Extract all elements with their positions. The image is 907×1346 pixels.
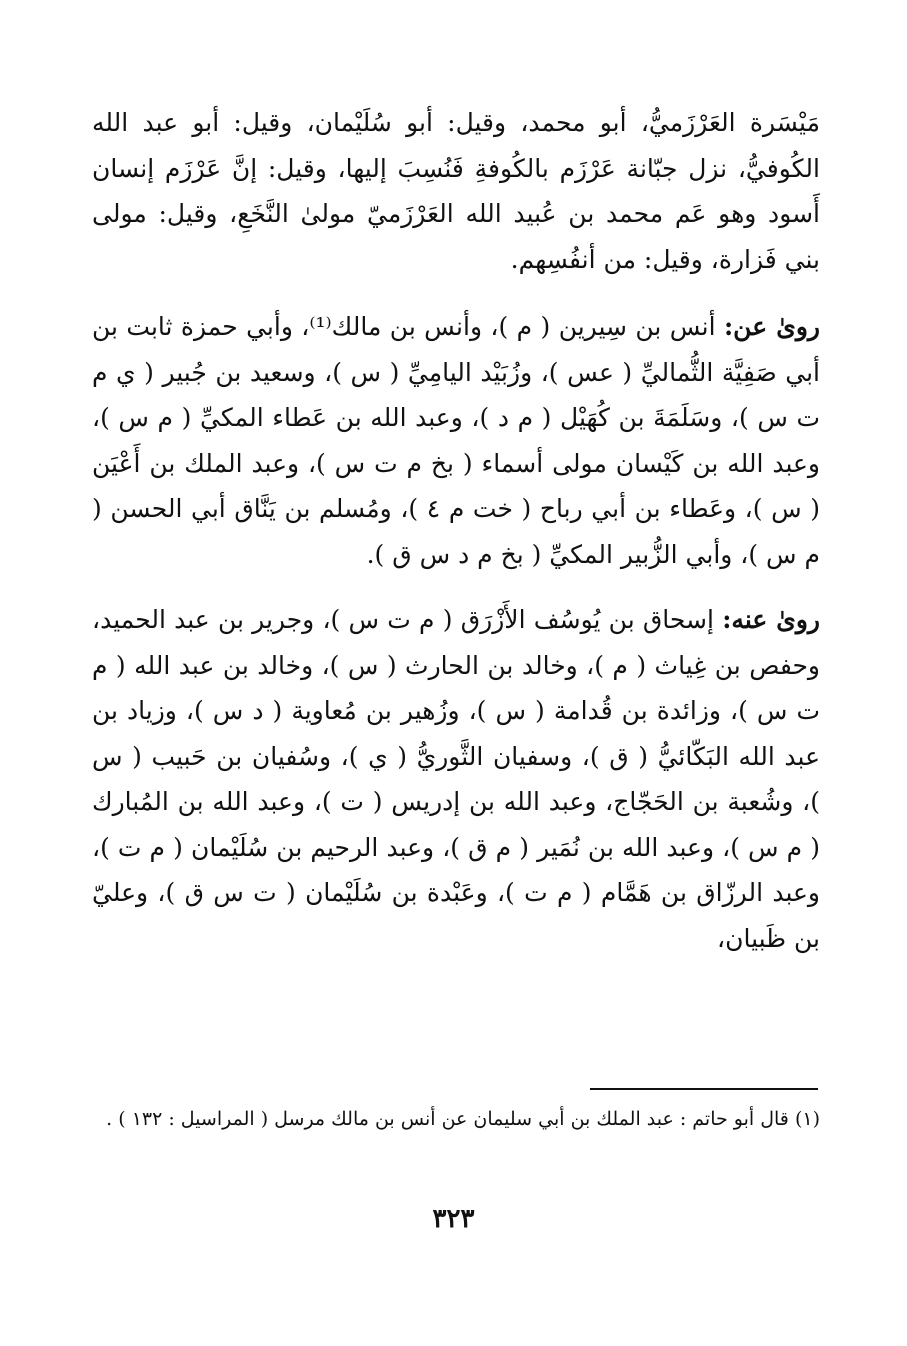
narrated-by-label: روىٰ عنه: — [722, 605, 821, 634]
page-number: ٣٢٣ — [432, 1204, 475, 1234]
narrated-by-text: إسحاق بن يُوسُف الأَزْرَق ( م ت س )، وجرير بن عبد الحميد، وحفص بن غِياث ( م )، وخالد بن الحارث ( س )، وخالد بن عبد الله ( م ت س )، وزائدة بن قُدامة ( س )، وزُهير بن مُعاوية ( د س )، وزياد بن عبد الله البَكّائيُّ ( ق )، وسفيان الثَّوريُّ ( ي )، وسُفيان بن حَبيب ( س )، وشُعبة بن الحَجّاج، وعبد الله بن إدريس ( ت )، وعبد الله بن المُبارك ( م س )، وعبد الله بن نُمَير ( م ق )، وعبد الرحيم بن سُلَيْمان ( م ت )، وعبد الرزّاق بن هَمَّام ( م ت )، وعَبْدة بن سُلَيْمان ( ت س ق )، وعليّ بن ظَبيان، — [92, 605, 820, 953]
footnote — [92, 1100, 820, 1138]
main-text — [92, 100, 820, 981]
narrated-by-paragraph — [92, 597, 820, 961]
footnote-marker: (١) — [794, 1108, 820, 1130]
intro-paragraph: مَيْسَرة العَرْزَميُّ، أبو محمد، وقيل: أبو سُلَيْمان، وقيل: أبو عبد الله الكُوفيُّ، نزل جبّانة عَرْزَم بالكُوفةِ فَنُسِبَ إليها، وقيل: إنَّ عَرْزَم إنسان أَسود وهو عَم محمد بن عُبيد الله العَرْزَميّ مولىٰ النَّخَعِ، وقيل: مولى بني فَزارة، وقيل: من أنفُسِهم. — [92, 108, 820, 274]
narrated-from-label: روىٰ عن: — [723, 312, 821, 341]
narrated-from-text: أنس بن سِيرين ( م )، وأنس بن مالك⁽¹⁾، وأبي حمزة ثابت بن أبي صَفِيَّة الثُّماليِّ ( عس )، وزُبَيْد اليامِيِّ ( س )، وسعيد بن جُبير ( ي م ت س )، وسَلَمَةَ بن كُهَيْل ( م د )، وعبد الله بن عَطاء المكيِّ ( م س )، وعبد الله بن كَيْسان مولى أسماء ( بخ م ت س )، وعبد الملك بن أَعْيَن ( س )، وعَطاء بن أبي رباح ( خت م ٤ )، ومُسلم بن يَنَّاق أبي الحسن ( م س )، وأبي الزُّبير المكيِّ ( بخ م د س ق ). — [92, 312, 820, 569]
footnote-divider — [590, 1088, 818, 1090]
narrated-from-paragraph — [92, 304, 820, 577]
footnote-text: قال أبو حاتم : عبد الملك بن أبي سليمان عن أنس بن مالك مرسل ( المراسيل : ١٣٢ ) . — [106, 1108, 789, 1130]
